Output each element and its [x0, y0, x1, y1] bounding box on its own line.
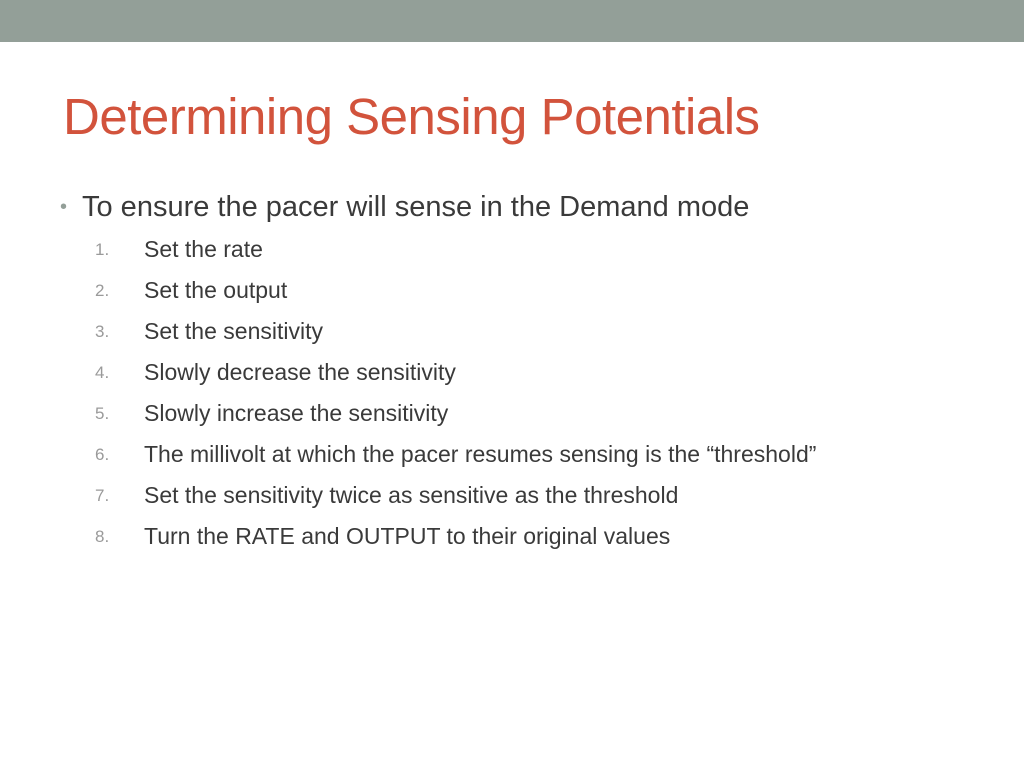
step-item [60, 434, 940, 475]
step-text: Slowly increase the sensitivity [144, 400, 449, 426]
step-text: Set the sensitivity twice as sensitive as the threshold [144, 482, 679, 508]
step-number: 1. [95, 240, 110, 259]
step-number: 5. [95, 404, 110, 423]
step-item [60, 270, 940, 311]
step-text: Set the rate [144, 236, 263, 262]
step-item [60, 311, 940, 352]
bullet-text: To ensure the pacer will sense in the Demand mode [82, 191, 750, 223]
step-item [60, 229, 940, 270]
step-number: 7. [95, 486, 110, 505]
step-text: Set the output [144, 277, 288, 303]
header-band [0, 0, 1024, 42]
step-text: Turn the RATE and OUTPUT to their original values [144, 523, 671, 549]
step-item [60, 475, 940, 516]
bullet-dot-icon: • [60, 196, 68, 218]
step-number: 4. [95, 363, 110, 382]
step-text: Slowly decrease the sensitivity [144, 359, 456, 385]
step-number: 8. [95, 527, 110, 546]
bullet-item [60, 185, 940, 229]
step-item [60, 352, 940, 393]
step-number: 2. [95, 281, 110, 300]
step-item [60, 516, 940, 557]
steps-list [60, 229, 940, 557]
step-number: 6. [95, 445, 110, 464]
slide-body [60, 185, 940, 557]
step-item [60, 393, 940, 434]
slide-title: Determining Sensing Potentials [63, 88, 760, 145]
step-text: Set the sensitivity [144, 318, 323, 344]
step-number: 3. [95, 322, 110, 341]
step-text: The millivolt at which the pacer resumes sensing is the “threshold” [144, 441, 817, 467]
